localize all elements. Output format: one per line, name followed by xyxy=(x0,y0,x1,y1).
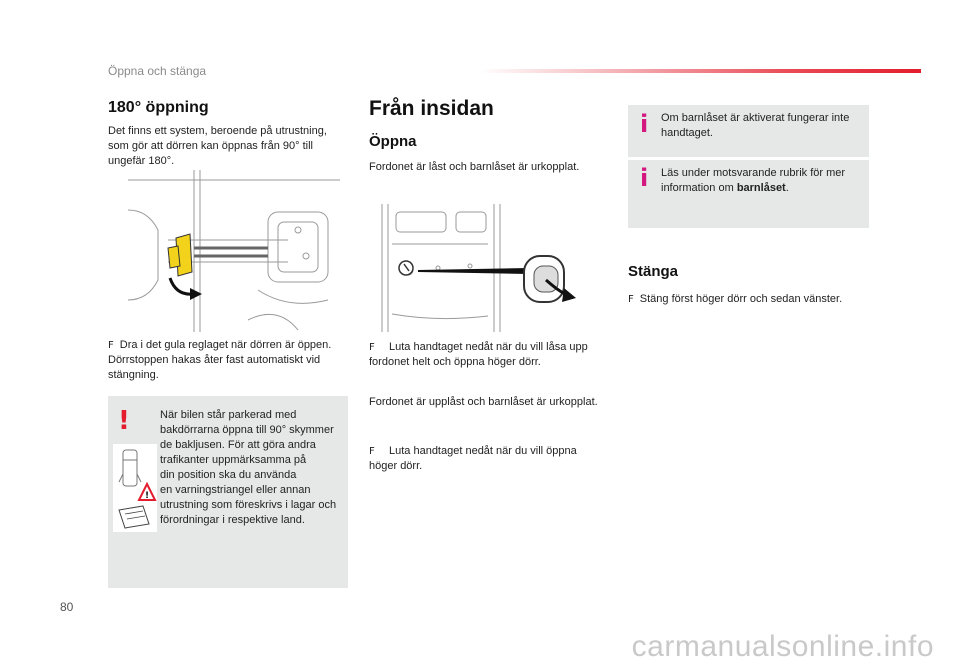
info-box-child-lock-active xyxy=(628,105,869,157)
child-lock-term: barnlåset xyxy=(736,182,786,194)
info-line xyxy=(661,181,866,196)
info-line: handtaget. xyxy=(661,127,713,139)
bullet-text: stängning. xyxy=(108,369,159,381)
status-unlocked: Fordonet är upplåst och barnlåset är urkopplat. xyxy=(369,396,598,408)
warning-line: förordningar i respektive land. xyxy=(160,514,305,526)
info-text xyxy=(661,166,866,196)
warning-icon: ! xyxy=(118,406,130,436)
bullet-open-right-door xyxy=(369,444,629,474)
warning-line: utrustning som föreskrivs i lagar och xyxy=(160,499,337,511)
bullet-text: fordonet helt och öppna höger dörr. xyxy=(369,356,541,368)
info-text-prefix: information om xyxy=(661,182,737,194)
bullet-text: Luta handtaget nedåt när du vill öppna xyxy=(389,445,577,457)
warning-line: trafikanter uppmärksamma på xyxy=(160,454,307,466)
intro-line: som gör att dörren kan öppnas från 90° till xyxy=(108,140,313,152)
warning-line: När bilen står parkerad med xyxy=(160,409,297,421)
warning-line: de bakljusen. För att göra andra xyxy=(160,439,316,451)
info-text-suffix: . xyxy=(785,182,789,194)
warning-line: bakdörrarna öppna till 90° skymmer xyxy=(160,424,334,436)
heading-from-inside: Från insidan xyxy=(369,97,494,120)
info-text xyxy=(661,111,866,141)
info-icon: i xyxy=(640,164,649,192)
info-icon: i xyxy=(640,110,649,138)
svg-text:!: ! xyxy=(144,491,150,501)
status-locked: Fordonet är låst och barnlåset är urkopplat. xyxy=(369,161,580,173)
header-accent-bar xyxy=(480,69,921,73)
info-box-read-more xyxy=(628,160,869,228)
watermark: carmanualsonline.info xyxy=(631,630,934,663)
intro-line: Det finns ett system, beroende på utrustning, xyxy=(108,125,327,137)
info-line: Om barnlåset är aktiverat fungerar inte xyxy=(661,112,850,124)
bullet-mark: F xyxy=(628,294,634,305)
warning-line: en varningstriangel eller annan xyxy=(160,484,311,496)
bullet-pull-yellow-lever xyxy=(108,338,353,383)
bullet-text: Dörrstoppen hakas åter fast automatiskt vid xyxy=(108,354,321,366)
warning-box xyxy=(108,396,348,588)
intro-paragraph xyxy=(108,124,348,169)
warning-text xyxy=(160,408,346,528)
bullet-close-doors xyxy=(628,292,888,307)
bullet-text: Stäng först höger dörr och sedan vänster. xyxy=(639,293,843,305)
heading-open: Öppna xyxy=(369,133,417,150)
section-title: Öppna och stänga xyxy=(108,64,207,78)
bullet-text: höger dörr. xyxy=(369,460,423,472)
page-number: 80 xyxy=(60,600,74,614)
heading-close: Stänga xyxy=(628,263,679,280)
info-line: Läs under motsvarande rubrik för mer xyxy=(661,167,846,179)
warning-line: din position ska du använda xyxy=(160,469,297,481)
door-stop-illustration xyxy=(128,170,340,332)
bullet-unlock-open-right-door xyxy=(369,340,629,370)
intro-line: ungefär 180°. xyxy=(108,155,175,167)
bullet-mark: F xyxy=(369,446,375,457)
parked-vehicle-triangle-icon xyxy=(113,444,157,532)
bullet-mark: F xyxy=(369,342,375,353)
interior-handle-illustration xyxy=(378,204,584,332)
bullet-text: Dra i det gula reglaget när dörren är öppen. xyxy=(119,339,332,351)
bullet-text: Luta handtaget nedåt när du vill låsa upp xyxy=(389,341,588,353)
heading-180-opening: 180° öppning xyxy=(108,99,209,116)
bullet-mark: F xyxy=(108,340,114,351)
